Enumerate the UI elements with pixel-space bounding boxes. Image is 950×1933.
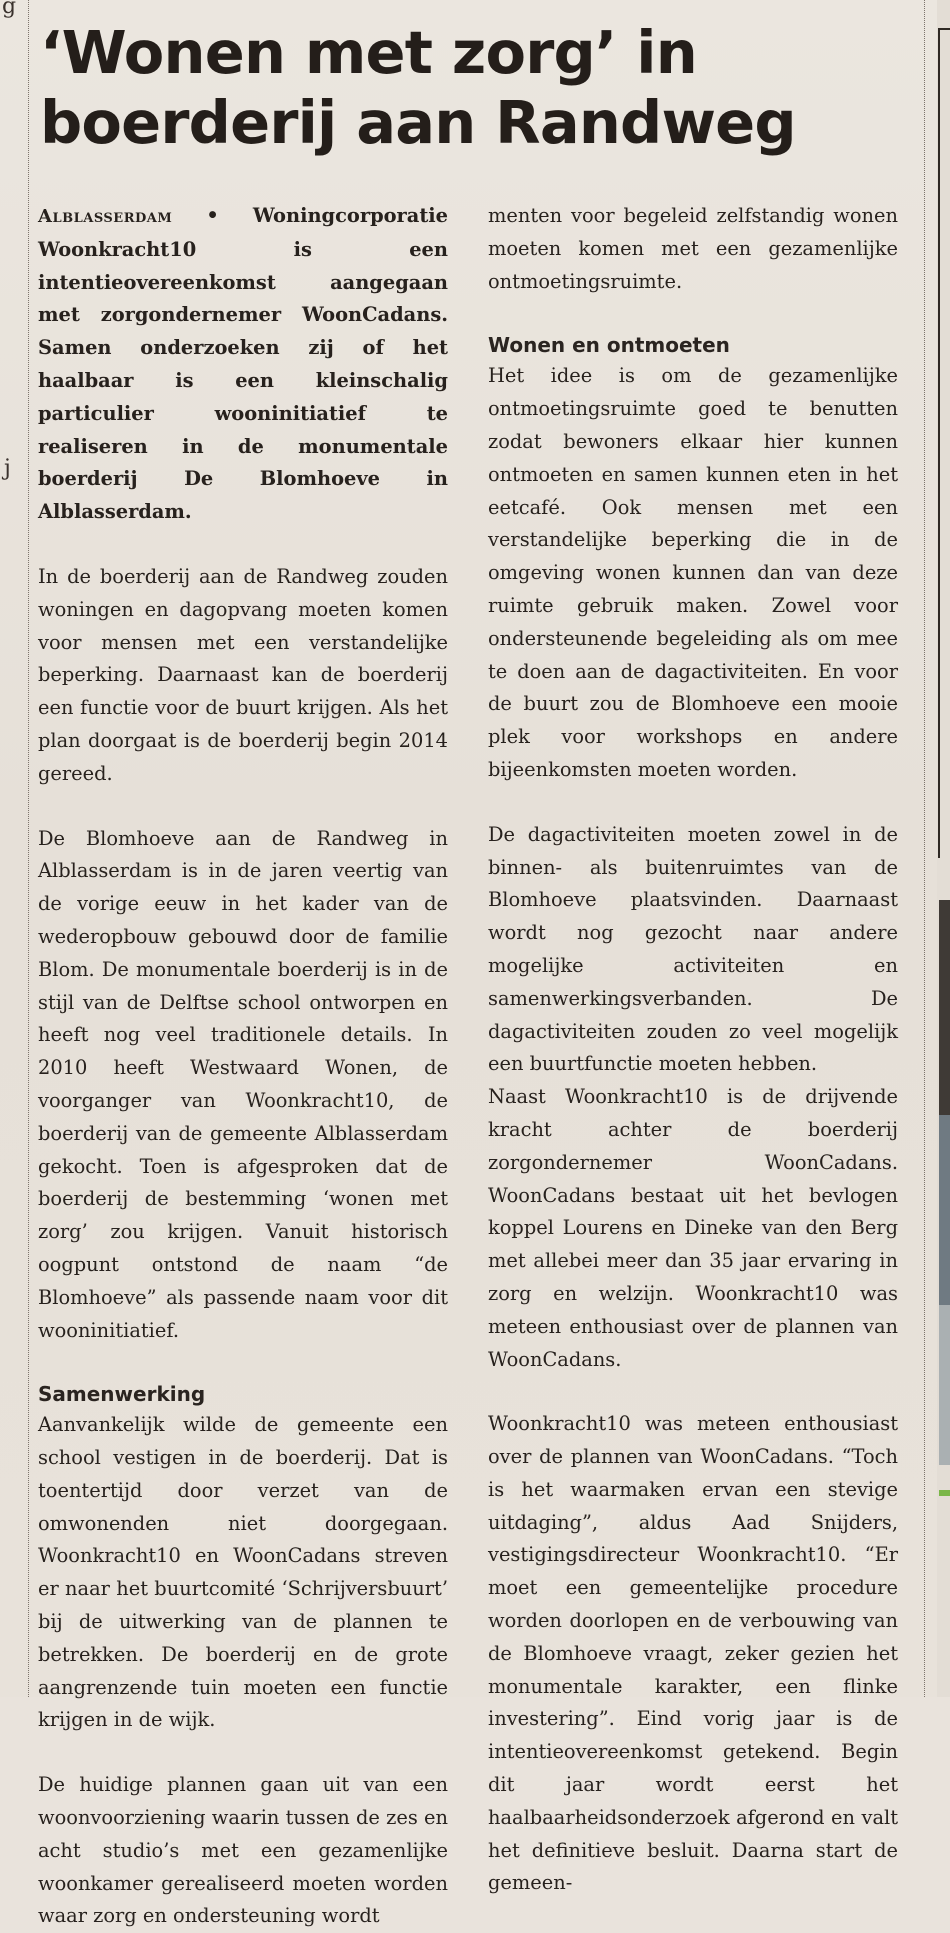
paragraph-wooncadans: Naast Woonkracht10 is de drijvende kracht achter de boerderij zorgondernemer WoonCadans. WoonCadans bestaat uit het bevlogen koppel Lourens en Dineke van den Berg met allebei meer dan 35 jaar ervaring in zorg en welzijn. Woonkracht10 was meteen enthousiast over de plannen van WoonCadans. <box>488 1085 898 1371</box>
article-intro <box>38 200 448 529</box>
article-column-left <box>38 200 448 1933</box>
paragraph-day-activities: De dagactiviteiten moeten zowel in de binnen- als buitenruimtes van de Blomhoeve plaatsvinden. Daarnaast wordt nog gezocht naar andere mogelijke activiteiten en samenwerkingsverbanden. De dagactiviteiten zouden zo veel mogelijk een buurtfunctie moeten hebben. <box>488 822 898 1076</box>
adjacent-photo-dark <box>939 900 950 1115</box>
adjacent-frame <box>938 28 950 858</box>
paragraph-meeting-space: Het idee is om de gezamenlijke ontmoetingsruimte goed te benutten zodat bewoners elkaar hier kunnen ontmoeten en samen kunnen eten in het eetcafé. Ook mensen met een verstandelijke beperking die in de omgeving wonen kunnen dan van deze ruimte gebruik maken. Zowel voor ondersteunende begeleiding als om mee te doen aan de dagactiviteiten. En voor de buurt zou de Blomhoeve een mooie plek voor workshops en andere bijeenkomsten moeten worden. <box>488 364 898 781</box>
margin-fragment-g: g <box>2 0 17 19</box>
column-rule-right <box>924 0 925 1697</box>
paragraph-continuation: menten voor begeleid zelfstandig wonen moeten komen met een gezamenlijke ontmoetingsruimte. <box>488 204 898 293</box>
paragraph-quote: Woonkracht10 was meteen enthousiast over de plannen van WoonCadans. “Toch is het waarmaken ervan een stevige uitdaging”, aldus Aad Snijders, vestigingsdirecteur Woonkracht10. “Er moet een gemeentelijke procedure worden doorlopen en de verbouwing van de Blomhoeve vraagt, zeker gezien het monumentale karakter, een flinke investering”. Eind vorig jaar is de intentieovereenkomst getekend. Begin dit jaar wordt eerst het haalbaarheidsonderzoek afgerond en valt het definitieve besluit. Daarna start de gemeen- <box>488 1412 898 1895</box>
margin-fragment-j: j <box>4 456 11 481</box>
subhead-wonen-en-ontmoeten: Wonen en ontmoeten <box>488 333 730 358</box>
dateline-separator: • <box>172 204 253 227</box>
adjacent-green-rule <box>939 1490 950 1496</box>
adjacent-photo-light <box>939 1305 950 1465</box>
paragraph-samenwerking: Aanvankelijk wilde de gemeente een school vestigen in de boerderij. Dat is toentertijd door verzet van de omwonenden niet doorgegaan. Woonkracht10 en WoonCadans streven er naar het buurtcomité ‘Schrijversbuurt’ bij de uitwerking van de plannen te betrekken. De boerderij en de grote aangrenzende tuin moeten een functie krijgen in de wijk. <box>38 1413 448 1732</box>
column-rule-left <box>28 0 29 1697</box>
dateline: Alblasserdam <box>38 206 173 227</box>
paragraph-randweg: In de boerderij aan de Randweg zouden woningen en dagopvang moeten komen voor mensen met een verstandelijke beperking. Daarnaast kan de boerderij een functie voor de buurt krijgen. Als het plan doorgaat is de boerderij begin 2014 gereed. <box>38 564 448 785</box>
paragraph-plans: De huidige plannen gaan uit van een woonvoorziening waarin tussen de zes en acht studio’s met een gezamenlijke woonkamer gerealiseerd moeten worden waar zorg en ondersteuning wordt <box>38 1773 448 1928</box>
article-column-right <box>488 200 898 1900</box>
article-headline: ‘Wonen met zorg’ in boerderij aan Randweg <box>40 18 796 157</box>
adjacent-photo-mid <box>939 1115 950 1305</box>
paragraph-history: De Blomhoeve aan de Randweg in Alblasserdam is in de jaren veertig van de vorige eeuw in het kader van de wederopbouw gebouwd door de familie Blom. De monumentale boerderij is in de stijl van de Delftse school ontworpen en heeft nog veel traditionele details. In 2010 heeft Westwaard Wonen, de voorganger van Woonkracht10, de boerderij van de gemeente Alblasserdam gekocht. Toen is afgesproken dat de boerderij de bestemming ‘wonen met zorg’ zou krijgen. Vanuit historisch oogpunt ontstond de naam “de Blomhoeve” als passende naam voor dit wooninitiatief. <box>38 826 448 1342</box>
intro-text: Woningcorporatie Woonkracht10 is een intentieovereenkomst aangegaan met zorgondernemer WoonCadans. Samen onderzoeken zij of het haalbaar is een kleinschalig particulier wooninitiatief te realiseren in de monumentale boerderij De Blomhoeve in Alblasserdam. <box>38 204 448 524</box>
subhead-samenwerking: Samenwerking <box>38 1382 206 1407</box>
